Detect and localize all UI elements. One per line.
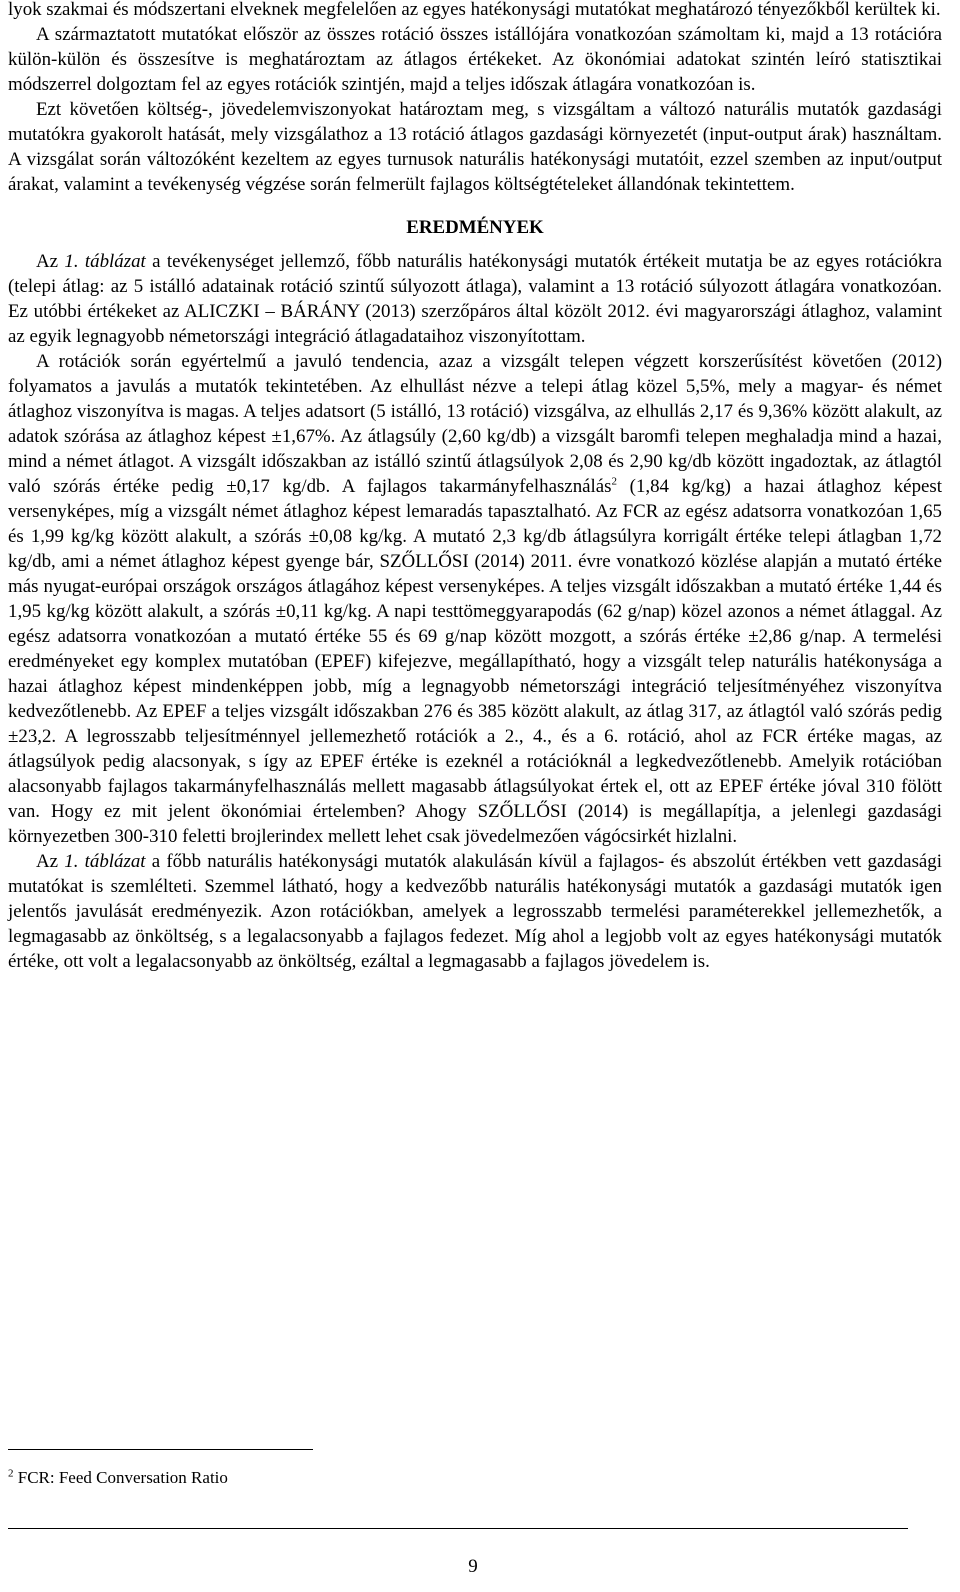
footnote-text: FCR: Feed Conversation Ratio (13, 1468, 228, 1487)
paragraph-cost-income: Ezt követően költség-, jövedelemviszonyokat határoztam meg, s vizsgáltam a változó naturális mutatók gazdasági mutatókra gyakorolt hatását, mely vizsgálathoz a 13 rotáció átlagos gazdasági környezetét (input-output árak) használtam. A vizsgálat során változóként kezeltem az egyes turnusok naturális hatékonysági mutatóit, ezzel szemben az input/output árakat, valamint a tevékenység végzése során felmerült fajlagos költségtételeket állandónak tekintettem. (8, 99, 942, 195)
text-run: a tevékenységet jellemző, főbb naturális hatékonysági mutatók értékeit mutatja be az egyes rotációkra (telepi átlag: az 5 istálló adatainak rotáció szintű súlyozott átlaga), valamint a 13 rotáció súlyozott átlagára vonatkozóan. Ez utóbbi értékeket az ALICZKI – BÁRÁNY (2013) szerzőpáros által közölt 2012. évi magyarországi átlaghoz, valamint az egyik legnagyobb németországi integráció átlagadataihoz viszonyítottam. (8, 251, 943, 347)
table-reference: 1. táblázat (64, 251, 146, 272)
section-heading-results: EREDMÉNYEK (406, 217, 544, 238)
text-run: a főbb naturális hatékonysági mutatók alakulásán kívül a fajlagos- és abszolút értékben vett gazdasági mutatókat is szemlélteti. Szemmel látható, hogy a kedvezőbb naturális hatékonysági mutatók a gazdasági mutatók igen jelentős javulását eredményezik. Azon rotációkban, amelyek a legrosszabb termelési paraméterekkel jellemezhetők, a legmagasabb az önköltség, s a legalacsonyabb a fajlagos fedezet. Míg ahol a legjobb volt az egyes hatékonysági mutatók értéke, ott volt a legalacsonyabb az önköltség, ezáltal a legmagasabb a fajlagos jövedelem is. (8, 851, 942, 972)
text-run: Az (36, 851, 65, 872)
footnote (8, 1467, 228, 1489)
table-reference: 1. táblázat (64, 851, 146, 872)
paragraph-derived-indicators: A származtatott mutatókat először az összes rotáció összes istállójára vonatkozóan számoltam ki, majd a 13 rotációra külön-külön és összesítve is meghatároztam az átlagos értékeket. Az ökonómiai adatokat szintén leíró statisztikai módszerrel dolgoztam fel az egyes rotációk szintjén, majd a teljes időszak átlagára vonatkozóan is. (8, 24, 942, 95)
text-run: (1,84 kg/kg) a hazai átlaghoz képest versenyképes, míg a vizsgált német átlaghoz képest lemaradás tapasztalható. Az FCR az egész adatsorra vonatkozóan 1,65 és 1,99 kg/kg között alakult, a szórás ±0,08 kg/kg. A mutató 2,3 kg/db átlagsúlyra korrigált értéke telepi átlagban 1,72 kg/db, ami a német átlaghoz képest gyenge bár, SZŐLLŐSI (2014) 2011. évre vonatkozó közlése alapján a mutató értéke más nyugat-európai országok országos átlagához képest versenyképes. A teljes vizsgált időszakban a mutató értéke 1,44 és 1,95 kg/kg között alakult, a szórás ±0,11 kg/kg. A napi testtömeggyarapodás (62 g/nap) közel azonos a német átlaggal. Az egész adatsorra vonatkozóan a mutató értéke 55 és 69 g/nap között mozgott, a szórás értéke ±2,86 g/nap. A termelési eredményeket egy komplex mutatóban (EPEF) kifejezve, megállapítható, hogy a vizsgált telep naturális hatékonysága a hazai átlaghoz képest mindenképpen jobb, míg a legnagyobb németországi integráció teljesítményéhez viszonyítva kedvezőtlenebb. Az EPEF a teljes vizsgált időszakban 276 és 385 között alakult, az átlag 317, az átlagtól való szórás pedig ±23,2. A legrosszabb teljesítménnyel jellemezhető rotációk a 2., 4., és a 6. rotáció, ahol az FCR értéke magas, az átlagsúlyok pedig alacsonyak, s így az EPEF értéke is ezeknél a rotációknál a legkedvezőtlenebb. Amelyik rotációban alacsonyabb fajlagos takarmányfelhasználás mellett magasabb átlagsúlyokat értek el, ott az EPEF értéke jóval 310 fölött van. Hogy ez mit jelent ökonómiai értelemben? Ahogy SZŐLLŐSI (2014) is megállapítja, a jelenlegi gazdasági környezetben 300-310 feletti brojlerindex mellett lehet csak jövedelmezően vágócsirkét hizlalni. (8, 476, 942, 847)
page-number: 9 (468, 1556, 478, 1577)
page-footer-divider (8, 1528, 908, 1529)
paragraph-table-intro (8, 249, 942, 349)
footnote-number: 2 (8, 1467, 14, 1480)
paragraph-rotation-analysis (8, 349, 942, 849)
text-run: Az (36, 251, 65, 272)
footnote-marker: 2 (611, 475, 618, 488)
paragraph-economic-indicators (8, 849, 942, 974)
footnote-divider (8, 1449, 313, 1450)
text-run: A rotációk során egyértelmű a javuló tendencia, azaz a vizsgált telepen végzett korszerűsítést követően (2012) folyamatos a javulás a mutatók tekintetében. Az elhullást nézve a telepi átlag közel 5,5%, mely a magyar- és német átlaghoz viszonyítva is magas. A teljes adatsort (5 istálló, 13 rotáció) vizsgálva, az elhullás 2,17 és 9,36% között alakult, az adatok szórása az átlaghoz képest ±1,67%. Az átlagsúly (2,60 kg/db) a vizsgált baromfi telepen meghaladja mind a hazai, mind a német átlagot. A vizsgált időszakban az istálló szintű átlagsúlyok 2,08 és 2,90 kg/db között ingadoztak, az átlagtól való szórás értéke pedig ±0,17 kg/db. A fajlagos takarmányfelhasználás (8, 351, 942, 497)
document-page (8, 0, 942, 1592)
paragraph-continuation: lyok szakmai és módszertani elveknek megfelelően az egyes hatékonysági mutatókat meghatározó tényezőkből kerültek ki. (8, 0, 941, 20)
